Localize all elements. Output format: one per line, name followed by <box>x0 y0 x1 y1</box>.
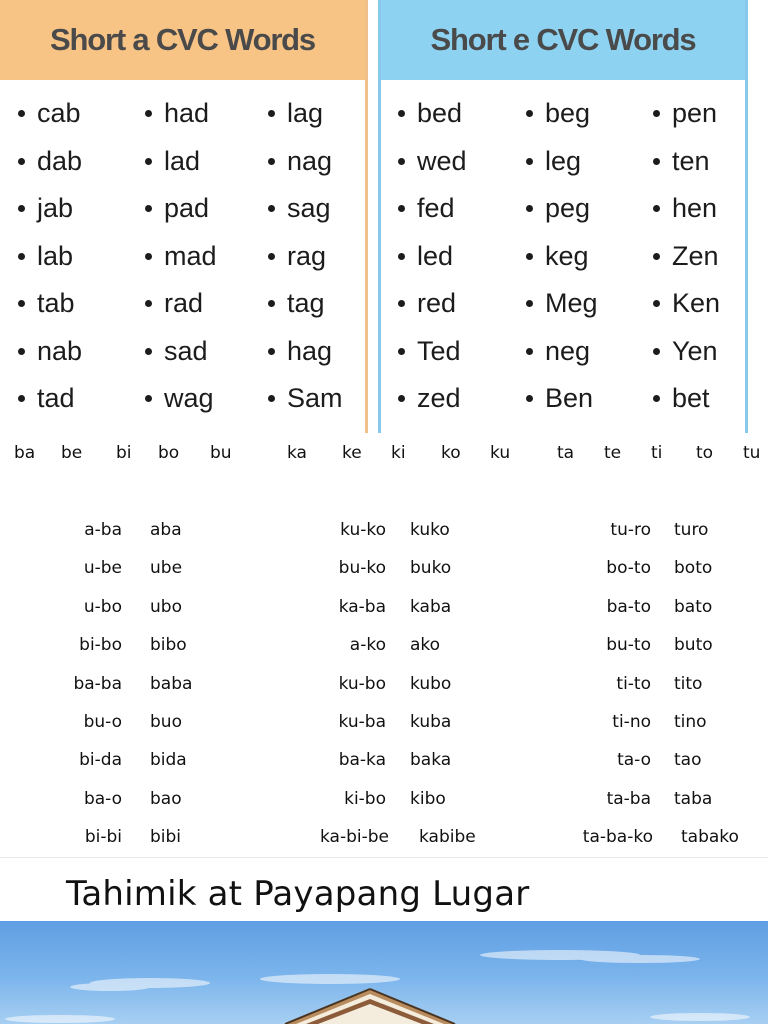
cvc-word-item <box>398 185 467 233</box>
bullet-dot-icon <box>398 158 405 165</box>
bullet-dot-icon <box>526 253 533 260</box>
cvc-word-item <box>18 90 82 138</box>
cvc-word-text: red <box>417 288 457 319</box>
short-a-column <box>18 90 82 423</box>
short-a-column <box>268 90 343 423</box>
cvc-word-item <box>398 375 467 423</box>
joined-word: ako <box>410 635 441 656</box>
syllable-split: bi-bo <box>79 635 122 656</box>
syllable-split: ti-no <box>612 712 651 732</box>
bullet-dot-icon <box>653 110 660 117</box>
short-e-column <box>398 90 467 423</box>
cvc-word-item <box>268 233 343 281</box>
cvc-word-item <box>268 185 343 233</box>
bullet-dot-icon <box>145 205 152 212</box>
cvc-word-item <box>526 375 598 423</box>
bullet-dot-icon <box>653 300 660 307</box>
short-e-column <box>526 90 598 423</box>
cvc-word-chart <box>0 0 768 433</box>
cvc-word-item <box>398 90 467 138</box>
joined-word: aba <box>150 520 182 540</box>
cvc-word-text: Ben <box>545 383 594 414</box>
syllable-label: ba <box>14 443 36 463</box>
bullet-dot-icon <box>653 395 660 402</box>
house-roof-icon <box>285 989 455 1024</box>
syllable-label: ko <box>441 443 461 463</box>
bullet-dot-icon <box>398 395 405 402</box>
bullet-dot-icon <box>526 348 533 355</box>
bullet-dot-icon <box>398 348 405 355</box>
cvc-word-item <box>653 233 720 281</box>
cvc-word-text: beg <box>545 98 591 129</box>
cvc-word-item <box>653 328 720 376</box>
bullet-dot-icon <box>18 110 25 117</box>
bullet-dot-icon <box>268 110 275 117</box>
bullet-dot-icon <box>18 395 25 402</box>
bullet-dot-icon <box>268 253 275 260</box>
short-e-title: Short e CVC Words <box>381 0 745 80</box>
cvc-word-text: rag <box>287 240 327 271</box>
cvc-word-item <box>526 138 598 186</box>
cvc-word-text: Meg <box>545 288 598 319</box>
syllable-split: bu-ko <box>338 558 386 579</box>
cvc-word-text: lad <box>164 145 201 176</box>
syllable-split: u-bo <box>83 596 122 617</box>
bullet-dot-icon <box>268 300 275 307</box>
syllable-split: ba-ba <box>73 673 122 694</box>
joined-word: tito <box>674 673 703 694</box>
cvc-word-text: mad <box>164 240 217 271</box>
cvc-word-text: nag <box>287 145 333 176</box>
bullet-dot-icon <box>398 110 405 117</box>
syllable-split: ta-o <box>617 750 651 771</box>
sky-illustration <box>0 921 768 1024</box>
cvc-word-item <box>268 90 343 138</box>
bullet-dot-icon <box>268 205 275 212</box>
bullet-dot-icon <box>145 300 152 307</box>
syllable-row <box>0 433 768 475</box>
bullet-dot-icon <box>145 253 152 260</box>
syllable-label: to <box>696 443 714 463</box>
joined-word: buo <box>150 712 182 732</box>
joined-word: taba <box>674 788 713 809</box>
cvc-word-item <box>145 280 217 328</box>
syllable-split: u-be <box>83 558 122 579</box>
cvc-word-text: rad <box>164 288 204 319</box>
cvc-word-text: leg <box>545 145 582 176</box>
cvc-word-text: peg <box>545 193 591 224</box>
cvc-word-text: bet <box>672 383 710 414</box>
cvc-word-text: hag <box>287 335 333 366</box>
bullet-dot-icon <box>526 300 533 307</box>
short-a-column <box>145 90 217 423</box>
cvc-word-text: wed <box>417 145 467 176</box>
syllable-split: ti-to <box>616 673 651 694</box>
syllable-split: ku-bo <box>338 673 386 694</box>
syllable-split: bu-to <box>606 635 651 656</box>
cvc-word-item <box>653 138 720 186</box>
cvc-word-item <box>145 138 217 186</box>
cvc-word-text: wag <box>164 383 214 414</box>
joined-word: kibo <box>410 788 446 809</box>
short-a-title: Short a CVC Words <box>0 0 365 80</box>
cvc-word-item <box>18 185 82 233</box>
syllable-split: ta-ba <box>606 788 651 809</box>
joined-word: bibi <box>150 827 182 848</box>
cvc-word-text: had <box>164 98 210 129</box>
cvc-word-item <box>653 375 720 423</box>
cvc-word-item <box>145 233 217 281</box>
bullet-dot-icon <box>526 205 533 212</box>
cvc-word-text: zed <box>417 383 461 414</box>
cvc-word-item <box>526 233 598 281</box>
joined-word: tao <box>674 750 702 771</box>
syllable-label: ki <box>391 443 406 463</box>
syllable-label: ke <box>342 443 362 463</box>
syllable-label: be <box>61 443 83 463</box>
cvc-word-item <box>145 328 217 376</box>
syllable-label: bo <box>158 443 180 463</box>
cvc-word-item <box>653 90 720 138</box>
syllable-split: bi-bi <box>84 827 122 848</box>
bullet-dot-icon <box>526 395 533 402</box>
cvc-word-text: led <box>417 240 454 271</box>
short-e-column <box>653 90 720 423</box>
bullet-dot-icon <box>18 158 25 165</box>
syllable-split: ba-o <box>83 788 122 809</box>
joined-word: bibo <box>150 635 187 656</box>
cvc-word-text: bed <box>417 98 463 129</box>
syllable-split: ku-ba <box>338 712 386 732</box>
bullet-dot-icon <box>18 348 25 355</box>
bullet-dot-icon <box>18 205 25 212</box>
cvc-word-text: lag <box>287 98 324 129</box>
cvc-word-text: jab <box>37 193 74 224</box>
syllable-label: ku <box>490 443 511 463</box>
joined-word: tabako <box>681 827 739 848</box>
short-e-card <box>378 0 748 433</box>
joined-word: tino <box>674 712 707 732</box>
cvc-word-text: tad <box>37 383 75 414</box>
sky-scene-svg <box>0 921 768 1024</box>
bullet-dot-icon <box>18 253 25 260</box>
cvc-word-item <box>526 280 598 328</box>
syllable-label: te <box>604 443 622 463</box>
cvc-word-text: pen <box>672 98 718 129</box>
cvc-word-item <box>18 233 82 281</box>
joined-word: baka <box>410 750 452 771</box>
bullet-dot-icon <box>18 300 25 307</box>
cvc-word-text: neg <box>545 335 591 366</box>
bullet-dot-icon <box>398 253 405 260</box>
joined-word: turo <box>674 520 709 540</box>
cvc-word-item <box>18 375 82 423</box>
cvc-word-text: sag <box>287 193 331 224</box>
bullet-dot-icon <box>145 348 152 355</box>
joined-word: ube <box>150 558 183 579</box>
syllable-label: ti <box>651 443 663 463</box>
cvc-word-item <box>398 328 467 376</box>
joined-word: kabibe <box>419 827 476 848</box>
syllable-split: a-ko <box>349 635 386 656</box>
cvc-word-item <box>18 328 82 376</box>
joined-word: baba <box>150 673 193 694</box>
cvc-word-item <box>653 280 720 328</box>
cvc-word-text: keg <box>545 240 589 271</box>
cvc-word-item <box>145 90 217 138</box>
page-title: Tahimik at Payapang Lugar <box>66 874 530 914</box>
cvc-word-text: Sam <box>287 383 343 414</box>
short-a-card <box>0 0 368 433</box>
cvc-word-item <box>398 280 467 328</box>
cvc-word-item <box>18 280 82 328</box>
bullet-dot-icon <box>653 205 660 212</box>
cvc-word-item <box>268 328 343 376</box>
syllable-split: bu-o <box>83 712 122 732</box>
joined-word: bao <box>150 788 182 809</box>
bullet-dot-icon <box>653 348 660 355</box>
syllable-label: bu <box>210 443 232 463</box>
cvc-word-text: tag <box>287 288 325 319</box>
joined-word: boto <box>674 558 713 579</box>
bullet-dot-icon <box>526 110 533 117</box>
syllable-split: bi-da <box>79 750 122 771</box>
cvc-word-text: tab <box>37 288 75 319</box>
cvc-word-item <box>268 138 343 186</box>
cvc-word-text: sad <box>164 335 208 366</box>
syllable-split: ku-ko <box>340 520 386 540</box>
bullet-dot-icon <box>653 253 660 260</box>
title-band <box>0 857 768 921</box>
syllable-label: bi <box>116 443 132 463</box>
joined-word: buto <box>674 635 713 656</box>
bullet-dot-icon <box>145 110 152 117</box>
syllable-label: tu <box>743 443 761 463</box>
syllable-split: bo-to <box>606 558 651 579</box>
bullet-dot-icon <box>145 158 152 165</box>
bullet-dot-icon <box>145 395 152 402</box>
cvc-word-text: Yen <box>672 335 718 366</box>
syllable-split: tu-ro <box>610 520 651 540</box>
bullet-dot-icon <box>526 158 533 165</box>
cvc-word-text: fed <box>417 193 455 224</box>
joined-word: kuba <box>410 712 452 732</box>
cvc-word-text: Zen <box>672 240 719 271</box>
cvc-word-text: hen <box>672 193 718 224</box>
syllable-split: ka-bi-be <box>320 827 389 848</box>
bullet-dot-icon <box>653 158 660 165</box>
joined-word: kubo <box>410 673 452 694</box>
joined-word: kuko <box>410 520 450 540</box>
cvc-word-text: lab <box>37 240 74 271</box>
bullet-dot-icon <box>268 395 275 402</box>
cvc-word-text: cab <box>37 98 81 129</box>
cvc-word-text: nab <box>37 335 83 366</box>
joined-word: kaba <box>410 596 452 617</box>
syllable-split: ta-ba-ko <box>582 827 653 848</box>
bullet-dot-icon <box>268 158 275 165</box>
bullet-dot-icon <box>398 300 405 307</box>
cvc-word-item <box>526 90 598 138</box>
cvc-word-item <box>268 280 343 328</box>
syllable-label: ka <box>287 443 307 463</box>
joined-word: buko <box>410 558 452 579</box>
cvc-word-text: ten <box>672 145 710 176</box>
cvc-word-text: Ken <box>672 288 721 319</box>
cvc-word-item <box>268 375 343 423</box>
syllable-split: ba-ka <box>338 750 386 771</box>
syllable-word-table <box>0 475 768 857</box>
cvc-word-text: dab <box>37 145 83 176</box>
syllable-label: ta <box>557 443 575 463</box>
joined-word: bato <box>674 596 713 617</box>
joined-word: bida <box>150 750 187 771</box>
syllable-split: ka-ba <box>338 596 386 617</box>
cvc-word-item <box>18 138 82 186</box>
joined-word: ubo <box>150 596 182 617</box>
syllable-split: ki-bo <box>344 788 386 809</box>
syllable-split: a-ba <box>84 520 122 540</box>
cvc-word-item <box>145 375 217 423</box>
bullet-dot-icon <box>398 205 405 212</box>
bullet-dot-icon <box>268 348 275 355</box>
cvc-word-text: Ted <box>417 335 461 366</box>
cvc-word-item <box>526 328 598 376</box>
cvc-word-text: pad <box>164 193 210 224</box>
cvc-word-item <box>526 185 598 233</box>
syllable-split: ba-to <box>606 596 651 617</box>
cvc-word-item <box>398 233 467 281</box>
cvc-word-item <box>398 138 467 186</box>
cvc-word-item <box>145 185 217 233</box>
cvc-word-item <box>653 185 720 233</box>
